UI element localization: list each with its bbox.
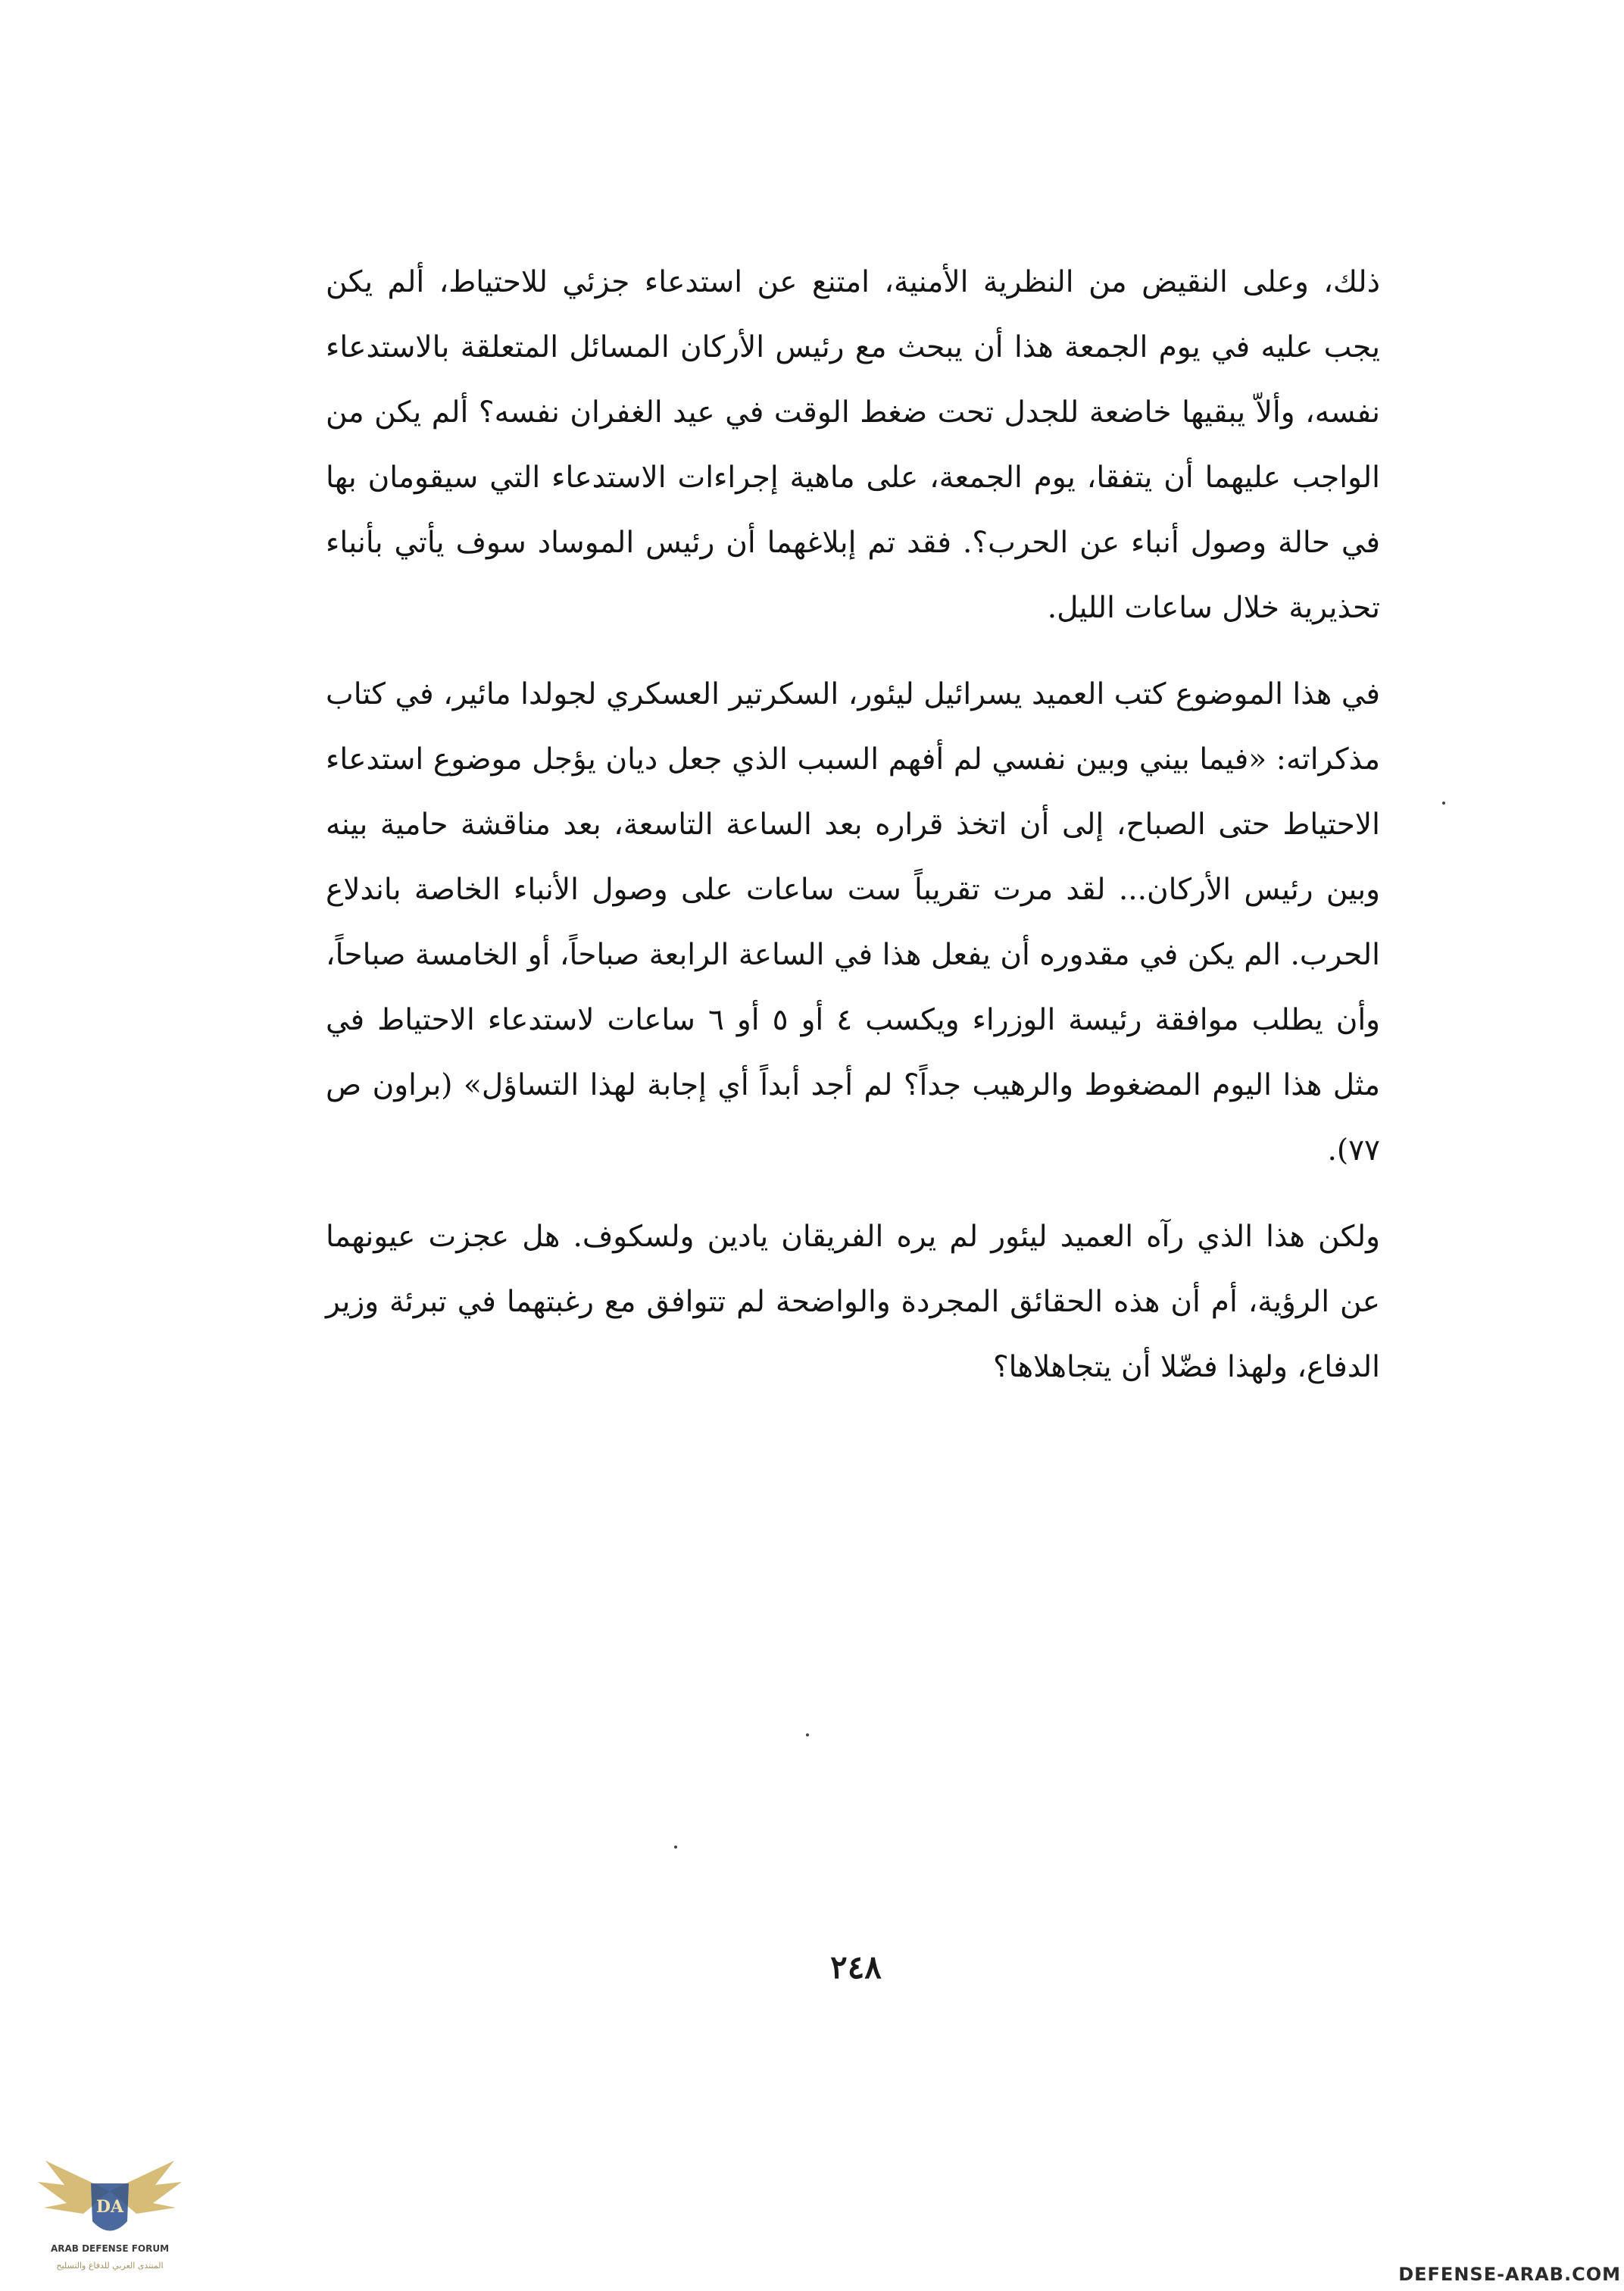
paragraph-3: ولكن هذا الذي رآه العميد ليئور لم يره الفريقان يادين ولسكوف. هل عجزت عيونهما عن الرؤية، أم أن هذه الحقائق المجردة والواضحة لم تتوافق مع رغبتهما في تبرئة وزير الدفاع، ولهذا فضّلا أن يتجاهلاها؟ — [326, 1220, 1380, 1384]
scan-speck — [674, 1846, 677, 1849]
paragraph-2: في هذا الموضوع كتب العميد يسرائيل ليئور، السكرتير العسكري لجولدا مائير، في كتاب مذكراته: «فيما بيني وبين نفسي لم أفهم السبب الذي جعل ديان يؤجل موضوع استدعاء الاحتياط حتى الصباح، إلى أن اتخذ قراره بعد الساعة التاسعة، بعد مناقشة حامية بينه وبين رئيس الأركان... لقد مرت تقريباً ست ساعات على وصول الأنباء الخاصة باندلاع الحرب. الم يكن في مقدوره أن يفعل هذا في الساعة الرابعة صباحاً، أو الخامسة صباحاً، وأن يطلب موافقة رئيسة الوزراء ويكسب ٤ أو ٥ أو ٦ ساعات لاستدعاء الاحتياط في مثل هذا اليوم المضغوط والرهيب جداً؟ لم أجد أبداً أي إجابة لهذا التساؤل» (براون ص ٧٧). — [326, 677, 1381, 1167]
forum-logo-watermark — [30, 2138, 189, 2282]
paragraph-1: ذلك، وعلى النقيض من النظرية الأمنية، امتنع عن استدعاء جزئي للاحتياط، ألم يكن يجب عليه في يوم الجمعة هذا أن يبحث مع رئيس الأركان المسائل المتعلقة بالاستدعاء نفسه، وألاّ يبقيها خاضعة للجدل تحت ضغط الوقت في عيد الغفران نفسه؟ ألم يكن من الواجب عليهما أن يتفقا، يوم الجمعة، على ماهية إجراءات الاستدعاء التي سيقومان بها في حالة وصول أنباء عن الحرب؟. فقد تم إبلاغهما أن رئيس الموساد سوف يأتي بأنباء تحذيرية خلال ساعات الليل. — [326, 265, 1380, 625]
svg-text:DA: DA — [95, 2197, 124, 2217]
svg-text:ARAB DEFENSE FORUM: ARAB DEFENSE FORUM — [50, 2243, 170, 2254]
svg-text:المنتدى العربي للدفاع والتسليح: المنتدى العربي للدفاع والتسليح — [56, 2261, 164, 2271]
site-url-watermark: DEFENSE-ARAB.COM — [1398, 2264, 1621, 2285]
eagle-shield-icon — [30, 2138, 189, 2282]
page-number: ٢٤٨ — [830, 1949, 882, 1986]
scan-speck — [1442, 802, 1445, 805]
scan-speck — [806, 1733, 809, 1736]
document-body — [326, 250, 1380, 1400]
